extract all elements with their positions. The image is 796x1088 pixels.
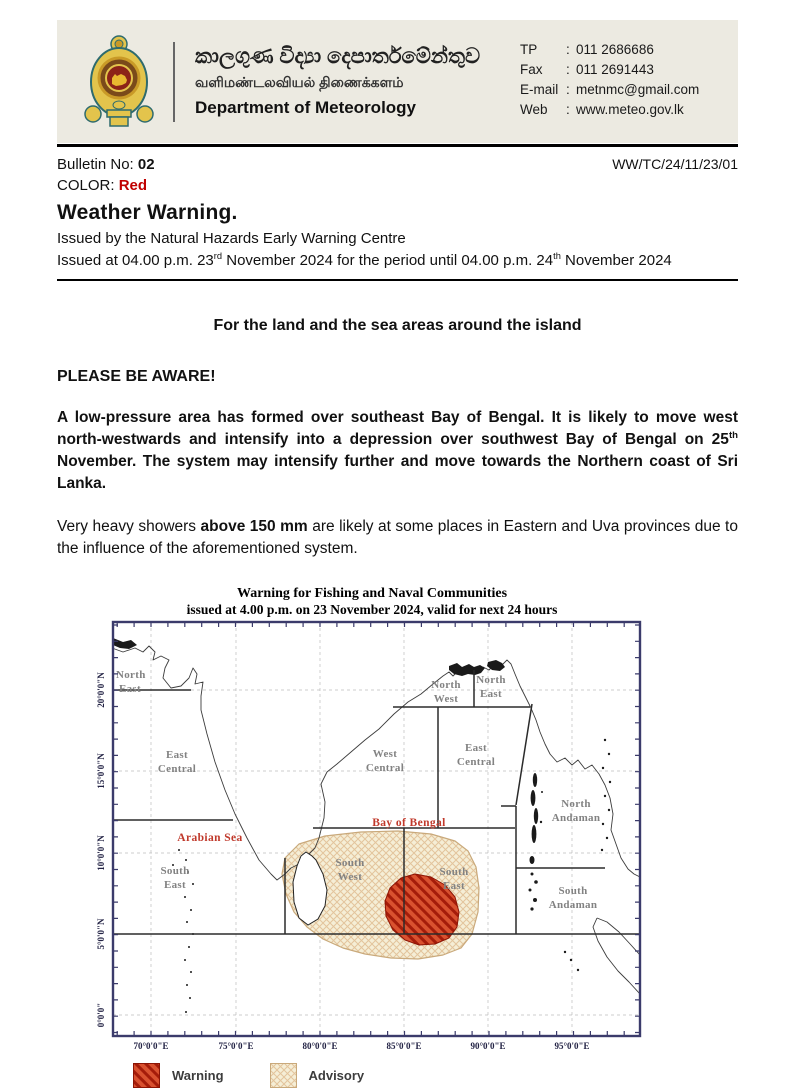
color-value: Red (118, 177, 148, 194)
bulletin-color-row (57, 177, 738, 194)
latitude-axis (96, 671, 106, 1027)
dept-name-sinhala: කාලගුණ විද්‍යා දෙපාර්තමේන්තුව (195, 44, 481, 68)
contact-label: Fax (520, 61, 543, 77)
region-label: Central (365, 761, 405, 774)
region-label: North (431, 678, 461, 691)
arabian-sea-label: Arabian Sea (177, 831, 243, 844)
region-label: South (335, 856, 365, 869)
contact-row-email (520, 80, 728, 100)
sri-lanka-emblem-logo (81, 32, 157, 132)
ordinal-sup: th (728, 429, 738, 441)
contact-value-fax: 011 2691443 (576, 61, 654, 77)
map-title-line1: Warning for Fishing and Naval Communities (236, 586, 508, 601)
dept-name-tamil: வளிமண்டலவியல் திணைக்களம் (195, 74, 404, 91)
color-label: COLOR: (57, 177, 119, 194)
fishing-naval-warning-map (89, 619, 655, 1060)
section-rule (57, 279, 738, 281)
lat-tick-label: 5°0'0"N (96, 918, 106, 950)
ordinal-sup: rd (213, 251, 223, 261)
ordinal-sup: th (553, 251, 561, 261)
department-titles (195, 45, 520, 118)
issued-at-text: Issued at 04.00 p.m. 23 (57, 252, 214, 269)
region-label: Central (456, 755, 496, 768)
lat-tick-label: 0°0'0" (96, 1002, 106, 1028)
region-label: East (443, 879, 465, 892)
warning-paragraph (57, 407, 738, 495)
area-heading: For the land and the sea areas around the island (213, 317, 582, 334)
region-label: Central (157, 762, 197, 775)
bay-of-bengal-label: Bay of Bengal (372, 816, 446, 829)
bulletin-number-value: 02 (137, 156, 155, 173)
dept-name-english: Department of Meteorology (195, 98, 417, 118)
region-label: South (160, 864, 190, 877)
region-label: East (465, 741, 487, 754)
contact-label: TP (520, 41, 538, 57)
region-label: North (476, 673, 506, 686)
contact-label: Web (520, 101, 548, 117)
legend-label-warning: Warning (172, 1067, 224, 1083)
warning-map-section (89, 586, 655, 1060)
legend-label-advisory: Advisory (308, 1067, 365, 1083)
bulletin-number-label: Bulletin No: (57, 156, 138, 173)
please-be-aware: PLEASE BE AWARE! (57, 368, 216, 385)
header-rule (57, 144, 738, 147)
showers-paragraph (57, 516, 738, 560)
map-title-line2: issued at 4.00 p.m. on 23 November 2024, valid for next 24 hours (186, 601, 558, 617)
bulletin-number (57, 156, 155, 173)
region-label: Andaman (548, 898, 598, 911)
warning-text: November. The system may intensify further and move towards the Northern coast of Sri Lanka. (57, 453, 738, 492)
showers-text: are likely at some places in Eastern and Uva provinces due to the influence of the aforementioned system. (57, 518, 738, 557)
contact-colon: : (566, 81, 570, 97)
document-title: Weather Warning. (57, 201, 238, 224)
showers-text: Very heavy showers (57, 518, 201, 535)
lon-tick-label: 90°0'0"E (470, 1040, 506, 1051)
contact-value-phone: 011 2686686 (576, 41, 654, 57)
warning-text: A low-pressure area has formed over southeast Bay of Bengal. It is likely to move west north-westwards and intensify into a depression over southwest Bay of Bengal on 25 (57, 409, 738, 448)
region-label: South (558, 884, 588, 897)
lat-tick-label: 10°0'0"N (96, 834, 106, 871)
issued-at-text: November 2024 for the period until 04.00 p.m. 24 (222, 252, 554, 269)
lon-tick-label: 85°0'0"E (386, 1040, 422, 1051)
bulletin-reference: WW/TC/24/11/23/01 (612, 156, 738, 172)
region-label: East (166, 748, 188, 761)
contact-label: E-mail (520, 81, 559, 97)
region-label: West (337, 870, 363, 883)
longitude-axis (133, 1041, 589, 1051)
map-legend (133, 1063, 738, 1088)
contact-colon: : (566, 61, 570, 77)
bulletin-meta-row (57, 156, 738, 173)
lon-tick-label: 70°0'0"E (133, 1040, 169, 1051)
region-label: South (439, 865, 469, 878)
advisory-swatch-icon (270, 1063, 297, 1088)
region-label: West (433, 692, 459, 705)
region-label: North (561, 797, 591, 810)
map-background (113, 622, 640, 1036)
contact-value-email: metnmc@gmail.com (576, 81, 700, 97)
issued-at-text: November 2024 (560, 252, 672, 269)
lon-tick-label: 75°0'0"E (218, 1040, 254, 1051)
contact-value-web: www.meteo.gov.lk (576, 101, 684, 117)
region-label: Andaman (551, 811, 601, 824)
lat-tick-label: 20°0'0"N (96, 671, 106, 708)
contact-colon: : (566, 101, 570, 117)
legend-item-advisory (270, 1063, 365, 1088)
lat-tick-label: 15°0'0"N (96, 752, 106, 789)
contact-row-tp (520, 40, 728, 60)
contact-colon: : (566, 41, 570, 57)
region-label: East (480, 687, 502, 700)
contact-row-web (520, 100, 728, 120)
letterhead (57, 20, 738, 143)
issued-at-line (57, 252, 738, 269)
region-label: North (116, 668, 146, 681)
issued-by-line: Issued by the Natural Hazards Early Warning Centre (57, 230, 406, 247)
contact-row-fax (520, 60, 728, 80)
legend-item-warning (133, 1063, 224, 1088)
contact-block (520, 40, 728, 120)
lon-tick-label: 80°0'0"E (302, 1040, 338, 1051)
header-divider (173, 42, 175, 122)
lon-tick-label: 95°0'0"E (554, 1040, 590, 1051)
region-label: West (372, 747, 398, 760)
rainfall-amount: above 150 mm (200, 518, 308, 535)
warning-swatch-icon (133, 1063, 160, 1088)
region-label: East (164, 878, 186, 891)
region-label: East (119, 682, 141, 695)
